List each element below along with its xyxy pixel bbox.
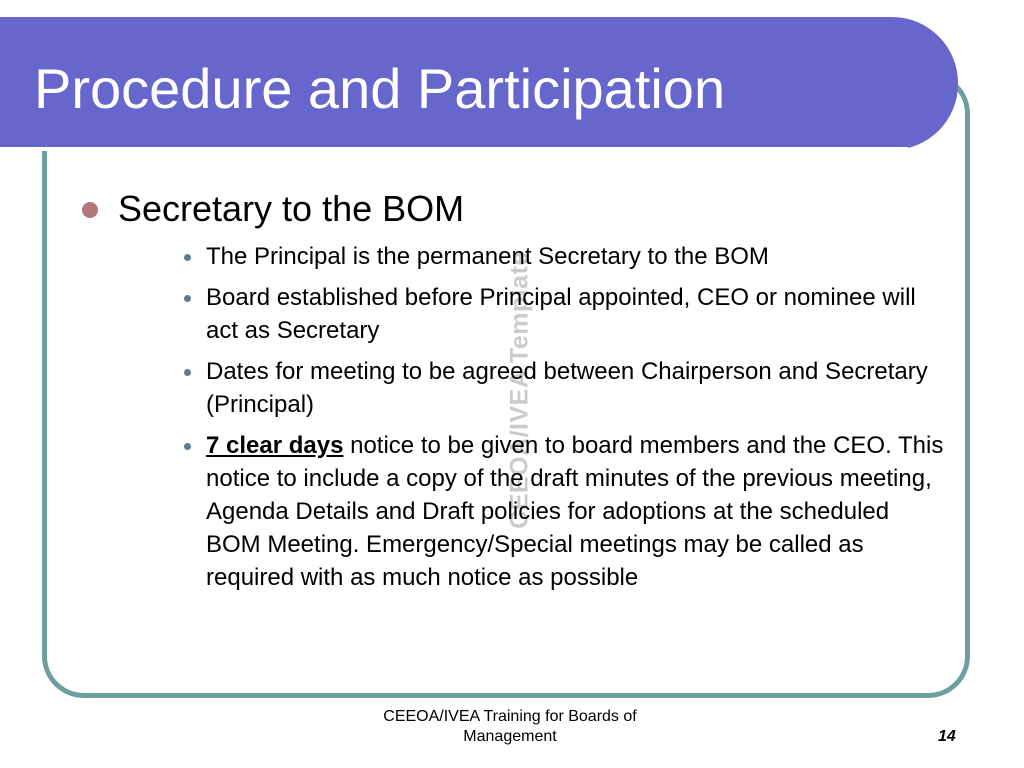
slide-body — [78, 188, 958, 602]
bullet-dot-icon — [82, 202, 98, 218]
title-underline — [0, 147, 908, 151]
sub-bullet — [206, 355, 946, 421]
notice-text: notice to be given to board members and the CEO. This notice to include a copy of the draft minutes of the previous meeting, Agenda Details and Draft policies for adoptions at the scheduled BOM Meeting. Emergency/Special meetings may be called as required with as much notice as possible — [206, 432, 944, 591]
sub-bullet-text: Board established before Principal appointed, CEO or nominee will act as Secretary — [206, 284, 916, 344]
watermark-text: CEEOA/IVEA Template — [505, 251, 534, 529]
bullet-level1 — [78, 188, 958, 230]
slide-title: Procedure and Participation — [34, 57, 726, 120]
sub-bullet — [206, 281, 946, 347]
bullet-dot-icon — [184, 443, 191, 450]
bullet-text: Secretary to the BOM — [118, 188, 465, 229]
bullet-dot-icon — [184, 254, 191, 261]
sub-bullet-text: The Principal is the permanent Secretary to the BOM — [206, 243, 769, 270]
bullet-dot-icon — [184, 369, 191, 376]
notice-emphasis: 7 clear days — [206, 432, 344, 459]
page-number: 14 — [938, 728, 956, 745]
sub-bullet-notice — [206, 429, 946, 594]
title-bar — [0, 17, 958, 150]
footer-text: CEEOA/IVEA Training for Boards of Management — [383, 708, 637, 745]
sub-bullet-text: Dates for meeting to be agreed between Chairperson and Secretary (Principal) — [206, 358, 928, 418]
bullet-dot-icon — [184, 295, 191, 302]
sub-bullet — [206, 240, 946, 273]
